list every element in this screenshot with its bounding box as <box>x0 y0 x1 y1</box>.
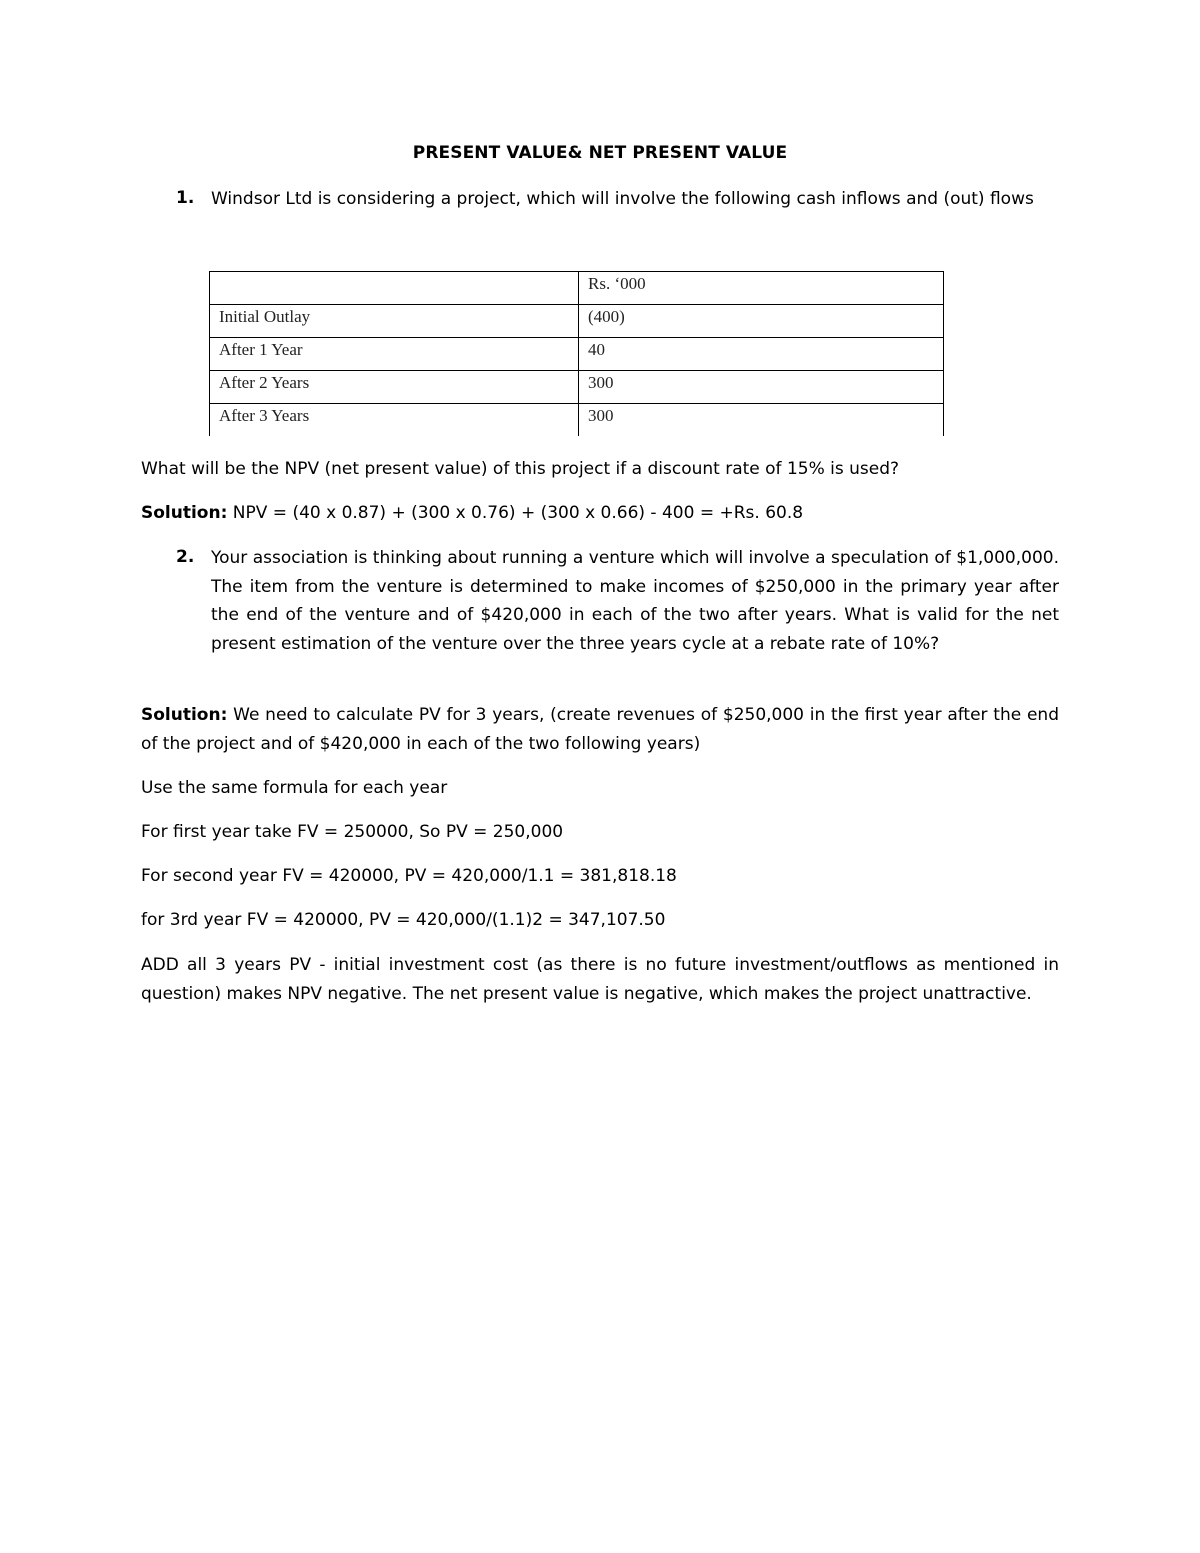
solution-text: We need to calculate PV for 3 years, (create revenues of $250,000 in the first year after the end of the project and of $420,000 in each of the two following years) <box>141 705 1059 754</box>
table-cell: 300 <box>579 404 944 437</box>
question-1-text: Windsor Ltd is considering a project, which will involve the following cash inflows and (out) flows <box>211 189 1034 209</box>
table-row <box>210 305 944 338</box>
conclusion-paragraph: ADD all 3 years PV - initial investment cost (as there is no future investment/outflows as mentioned in question) makes NPV negative. The net present value is negative, which makes the project unattractive. <box>141 955 1059 1004</box>
table-cell: 40 <box>579 338 944 371</box>
solution-label: Solution: <box>141 705 228 725</box>
table-cell: After 1 Year <box>210 338 579 371</box>
question-2-number: 2. <box>176 547 195 567</box>
table-header-row <box>210 272 944 305</box>
table-cell: (400) <box>579 305 944 338</box>
solution-line: Use the same formula for each year <box>141 778 448 798</box>
solution-text: NPV = (40 x 0.87) + (300 x 0.76) + (300 x 0.66) - 400 = +Rs. 60.8 <box>227 503 804 523</box>
table-cell <box>210 272 579 305</box>
table-cell: Rs. ‘000 <box>579 272 944 305</box>
question-2-solution <box>141 701 1059 758</box>
table-cell: Initial Outlay <box>210 305 579 338</box>
solution-line: for 3rd year FV = 420000, PV = 420,000/(1.1)2 = 347,107.50 <box>141 910 666 930</box>
table-cell: After 2 Years <box>210 371 579 404</box>
solution-line: For second year FV = 420000, PV = 420,000/1.1 = 381,818.18 <box>141 866 677 886</box>
table-cell: 300 <box>579 371 944 404</box>
page-title: PRESENT VALUE& NET PRESENT VALUE <box>412 143 788 163</box>
question-1-prompt: What will be the NPV (net present value) of this project if a discount rate of 15% is used? <box>141 459 900 479</box>
table-row <box>210 338 944 371</box>
solution-label: Solution: <box>141 503 228 523</box>
question-1-number: 1. <box>176 188 195 208</box>
solution-line: For first year take FV = 250000, So PV = 250,000 <box>141 822 564 842</box>
question-2-text: Your association is thinking about running a venture which will involve a speculation of $1,000,000. The item from the venture is determined to make incomes of $250,000 in the primary year after the end of the venture and of $420,000 in each of the two after years. What is valid for the net present estimation of the venture over the three years cycle at a rebate rate of 10%? <box>211 548 1059 654</box>
table-row <box>210 371 944 404</box>
table-row <box>210 404 944 437</box>
table-cell: After 3 Years <box>210 404 579 437</box>
cash-flow-table <box>209 271 944 436</box>
question-1-solution <box>141 499 1059 528</box>
